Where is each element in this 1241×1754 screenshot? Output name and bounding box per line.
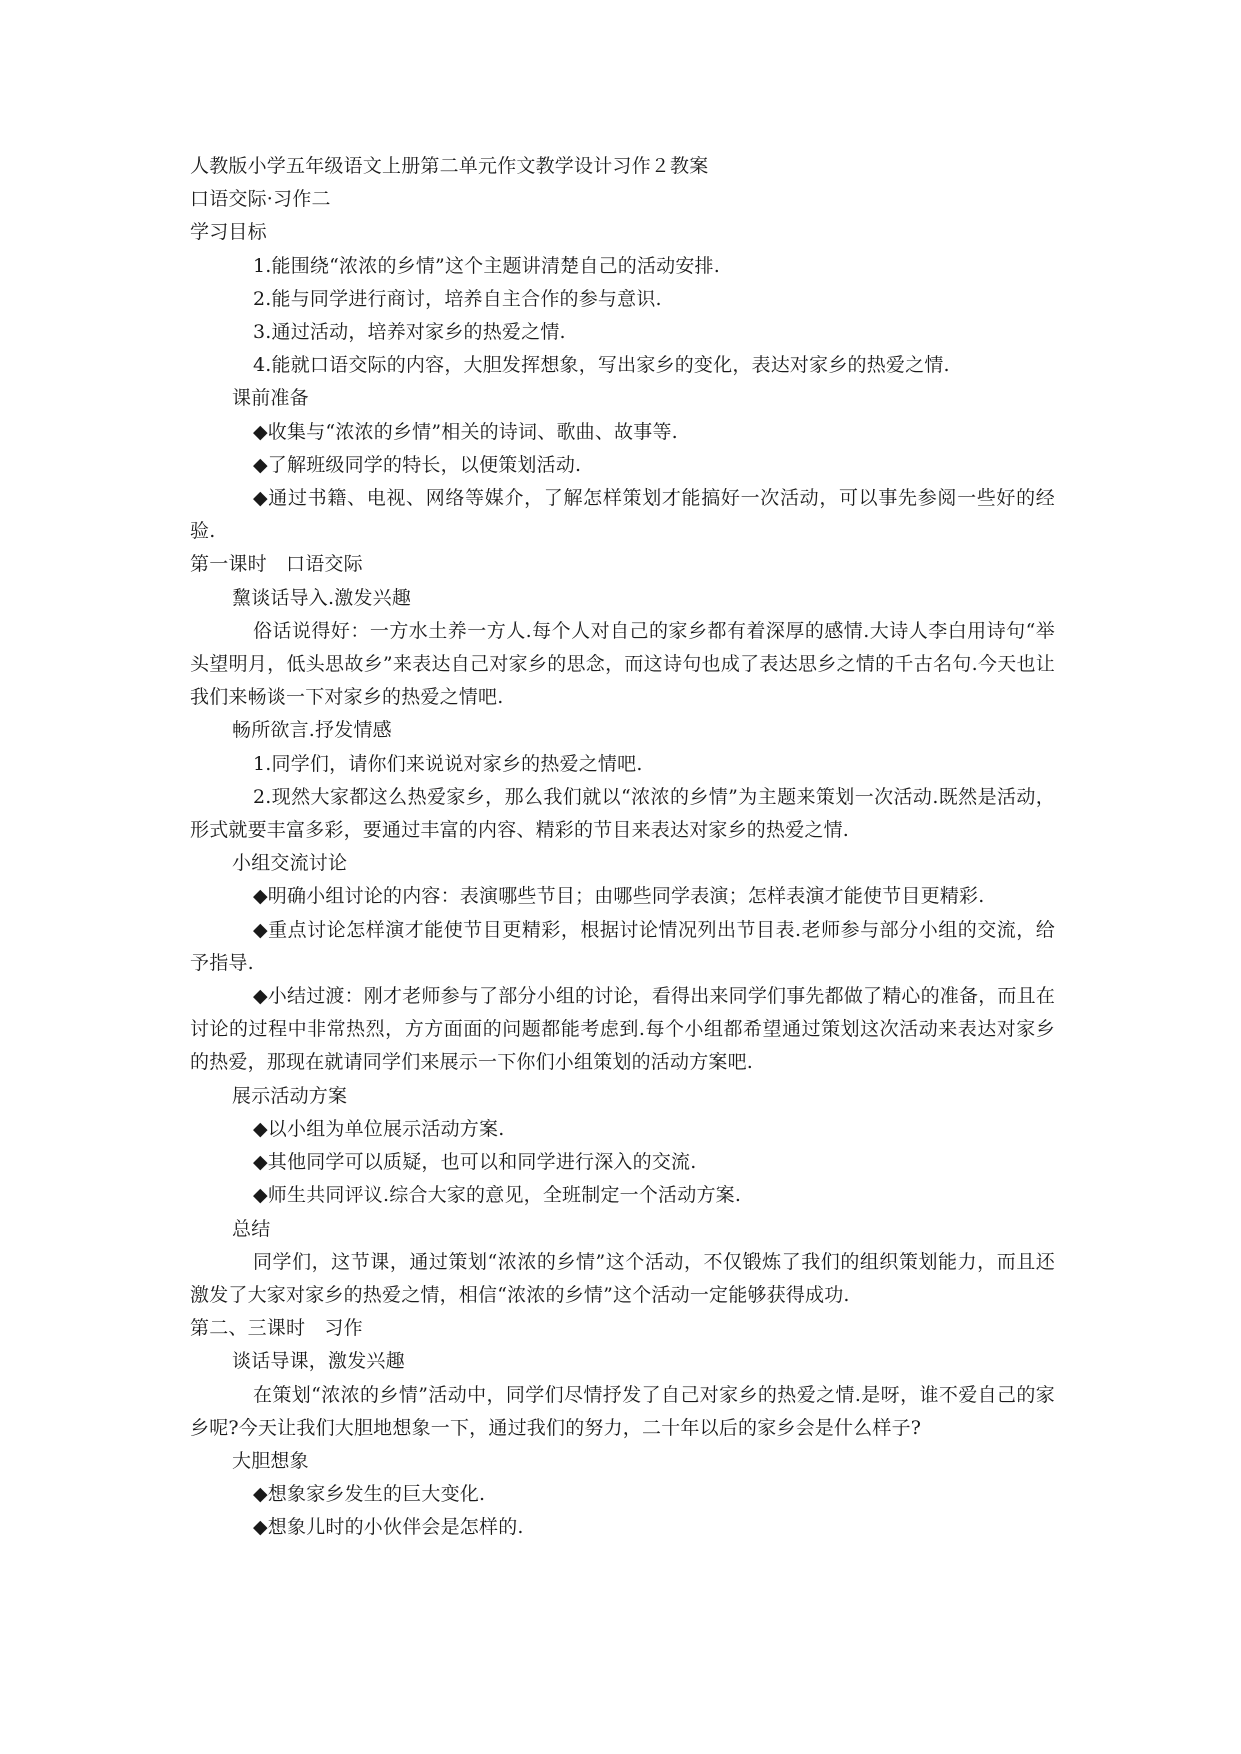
lesson2-imagine-item: ◆想象儿时的小伙伴会是怎样的. <box>253 1516 524 1539</box>
lesson1-speak-item: 2.现然大家都这么热爱家乡，那么我们就以“浓浓的乡情”为主题来策划一次活动.既然是活动，形式就要丰富多彩，要通过丰富的内容、精彩的节目来表达对家乡的热爱之情. <box>190 785 1055 842</box>
lesson1-speak-item: 1.同学们，请你们来说说对家乡的热爱之情吧. <box>253 752 643 775</box>
lesson1-intro-heading: 黧谈话导入.激发兴趣 <box>232 586 412 609</box>
lesson1-group-heading: 小组交流讨论 <box>232 852 348 875</box>
lesson2-imagine-item: ◆想象家乡发生的巨大变化. <box>253 1483 486 1506</box>
lesson1-group-item: ◆明确小组讨论的内容：表演哪些节目；由哪些同学表演；怎样表演才能使节目更精彩. <box>253 885 985 908</box>
document-body <box>190 150 1055 1545</box>
lesson2-title: 第二、三课时 习作 <box>190 1317 363 1340</box>
lesson2-intro-heading: 谈话导课，激发兴趣 <box>232 1350 405 1373</box>
lesson1-show-item: ◆其他同学可以质疑，也可以和同学进行深入的交流. <box>253 1151 697 1174</box>
goal-item: 2.能与同学进行商讨，培养自主合作的参与意识. <box>253 287 662 310</box>
prep-item: ◆收集与“浓浓的乡情”相关的诗词、歌曲、故事等. <box>253 420 678 443</box>
goal-item: 4.能就口语交际的内容，大胆发挥想象，写出家乡的变化，表达对家乡的热爱之情. <box>253 354 950 377</box>
lesson1-show-item: ◆以小组为单位展示活动方案. <box>253 1117 505 1140</box>
lesson1-group-item: ◆小结过渡：刚才老师参与了部分小组的讨论，看得出来同学们事先都做了精心的准备，而且在讨论的过程中非常热烈，方方面面的问题都能考虑到.每个小组都希望通过策划这次活动来表达对家乡的热爱，那现在就请同学们来展示一下你们小组策划的活动方案吧. <box>190 985 1056 1074</box>
goals-heading: 学习目标 <box>190 221 267 244</box>
document-subtitle: 口语交际·习作二 <box>190 188 331 211</box>
prep-heading: 课前准备 <box>232 387 309 410</box>
lesson1-speak-heading: 畅所欲言.抒发情感 <box>232 719 392 742</box>
lesson1-title: 第一课时 口语交际 <box>190 553 363 576</box>
lesson1-group-item: ◆重点讨论怎样演才能使节目更精彩，根据讨论情况列出节目表.老师参与部分小组的交流，给予指导. <box>190 918 1055 974</box>
prep-item: ◆了解班级同学的特长，以便策划活动. <box>253 453 582 476</box>
document-title: 人教版小学五年级语文上册第二单元作文教学设计习作２教案 <box>190 155 709 177</box>
lesson1-show-item: ◆师生共同评议.综合大家的意见，全班制定一个活动方案. <box>253 1184 742 1207</box>
goal-item: 3.通过活动，培养对家乡的热爱之情. <box>253 321 566 344</box>
lesson1-summary-heading: 总结 <box>232 1217 271 1240</box>
lesson2-imagine-heading: 大胆想象 <box>232 1449 309 1472</box>
lesson1-show-heading: 展示活动方案 <box>232 1084 348 1107</box>
goal-item: 1.能围绕“浓浓的乡情”这个主题讲清楚自己的活动安排. <box>253 254 720 277</box>
lesson1-intro-text: 俗话说得好：一方水土养一方人.每个人对自己的家乡都有着深厚的感情.大诗人李白用诗句“举头望明月，低头思故乡”来表达自己对家乡的思念，而这诗句也成了表达思乡之情的千古名句.今天也让我们来畅谈一下对家乡的热爱之情吧. <box>190 619 1055 709</box>
lesson2-intro-text: 在策划“浓浓的乡情”活动中，同学们尽情抒发了自己对家乡的热爱之情.是呀，谁不爱自己的家乡呢?今天让我们大胆地想象一下，通过我们的努力，二十年以后的家乡会是什么样子? <box>190 1383 1055 1439</box>
prep-item: ◆通过书籍、电视、网络等媒介，了解怎样策划才能搞好一次活动，可以事先参阅一些好的经验. <box>190 487 1055 543</box>
lesson1-summary-text: 同学们，这节课，通过策划“浓浓的乡情”这个活动，不仅锻炼了我们的组织策划能力，而且还激发了大家对家乡的热爱之情，相信“浓浓的乡情”这个活动一定能够获得成功. <box>190 1250 1055 1306</box>
